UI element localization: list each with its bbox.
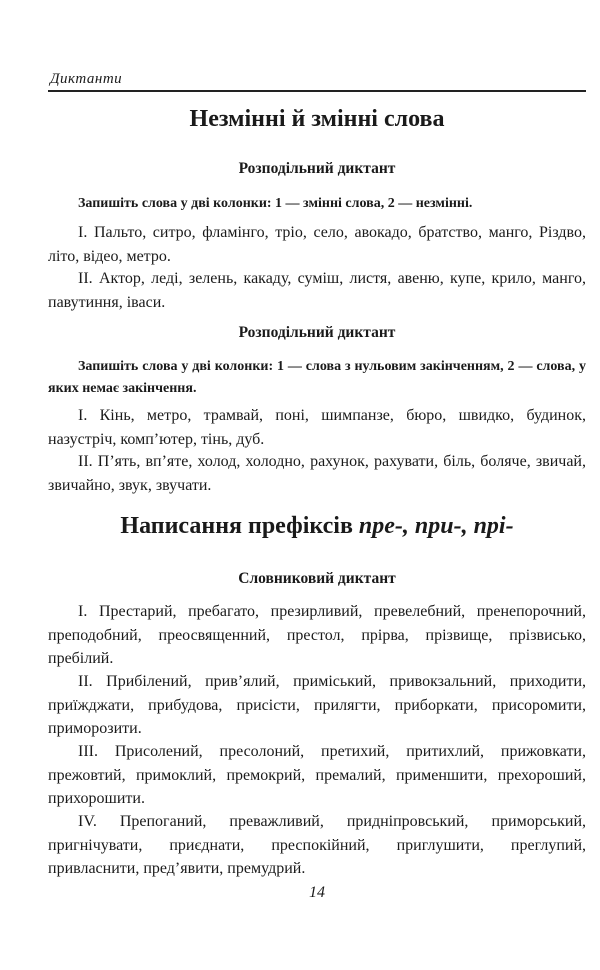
exercise-2-paragraph-1: I. Кінь, метро, трамвай, поні, шимпанзе, бюро, швидко, будинок, назустріч, комп’ютер, тінь, дуб.	[48, 407, 586, 448]
exercise-3-paragraph-4: IV. Препоганий, преважливий, придніпровський, приморський, пригнічувати, приєднати, преспокійний, приглушити, преглупий, привласнити, пред’явити, премудрий.	[48, 813, 586, 877]
running-head	[48, 62, 586, 92]
page-number: 14	[309, 884, 325, 901]
exercise-3-paragraph-2: II. Прибілений, прив’ялий, приміський, привокзальний, приходити, приїжджати, прибудова, присісти, прилягти, приборкати, присоромити, приморозити.	[48, 673, 586, 737]
section-title-unchangeable-words: Незмінні й змінні слова	[189, 106, 445, 132]
section-title-prefixes	[48, 513, 586, 540]
exercise-task-1: Запишіть слова у дві колонки: 1 — змінні слова, 2 — незмінні.	[78, 196, 473, 211]
exercise-3-paragraph-1: I. Престарий, пребагато, презирливий, превелебний, пренепорочний, преподобний, преосвященний, престол, прірва, прізвище, прізвисько, пребілий.	[48, 603, 586, 667]
exercise-1-paragraph-1: I. Пальто, ситро, фламінго, тріо, село, авокадо, братство, манго, Різдво, літо, відео, метро.	[48, 224, 586, 265]
exercise-1-paragraph-2: II. Актор, леді, зелень, какаду, суміш, листя, авеню, купе, крило, манго, павутиння, іваси.	[48, 270, 586, 311]
exercise-title-3: Словниковий диктант	[238, 570, 396, 587]
section-title-prefixes-plain: Написання префіксів	[120, 513, 359, 539]
exercise-task-2: Запишіть слова у дві колонки: 1 — слова з нульовим закінченням, 2 — слова, у яких немає закінчення.	[48, 359, 586, 396]
exercise-title-2: Розподільний диктант	[238, 324, 396, 341]
exercise-2-paragraph-2: II. П’ять, вп’яте, холод, холодно, рахунок, рахувати, біль, боляче, звичай, звичайно, звук, звучати.	[48, 453, 586, 494]
section-title-prefixes-italic: пре-, при-, прі-	[358, 513, 514, 539]
exercise-3-paragraph-3: III. Присолений, пресолоний, претихий, притихлий, прижовкати, прежовтий, примоклий, премокрий, премалий, применшити, прехороший, прихорошити.	[48, 743, 586, 807]
exercise-title-1: Розподільний диктант	[238, 160, 396, 177]
running-head-title: Диктанти	[50, 71, 123, 87]
